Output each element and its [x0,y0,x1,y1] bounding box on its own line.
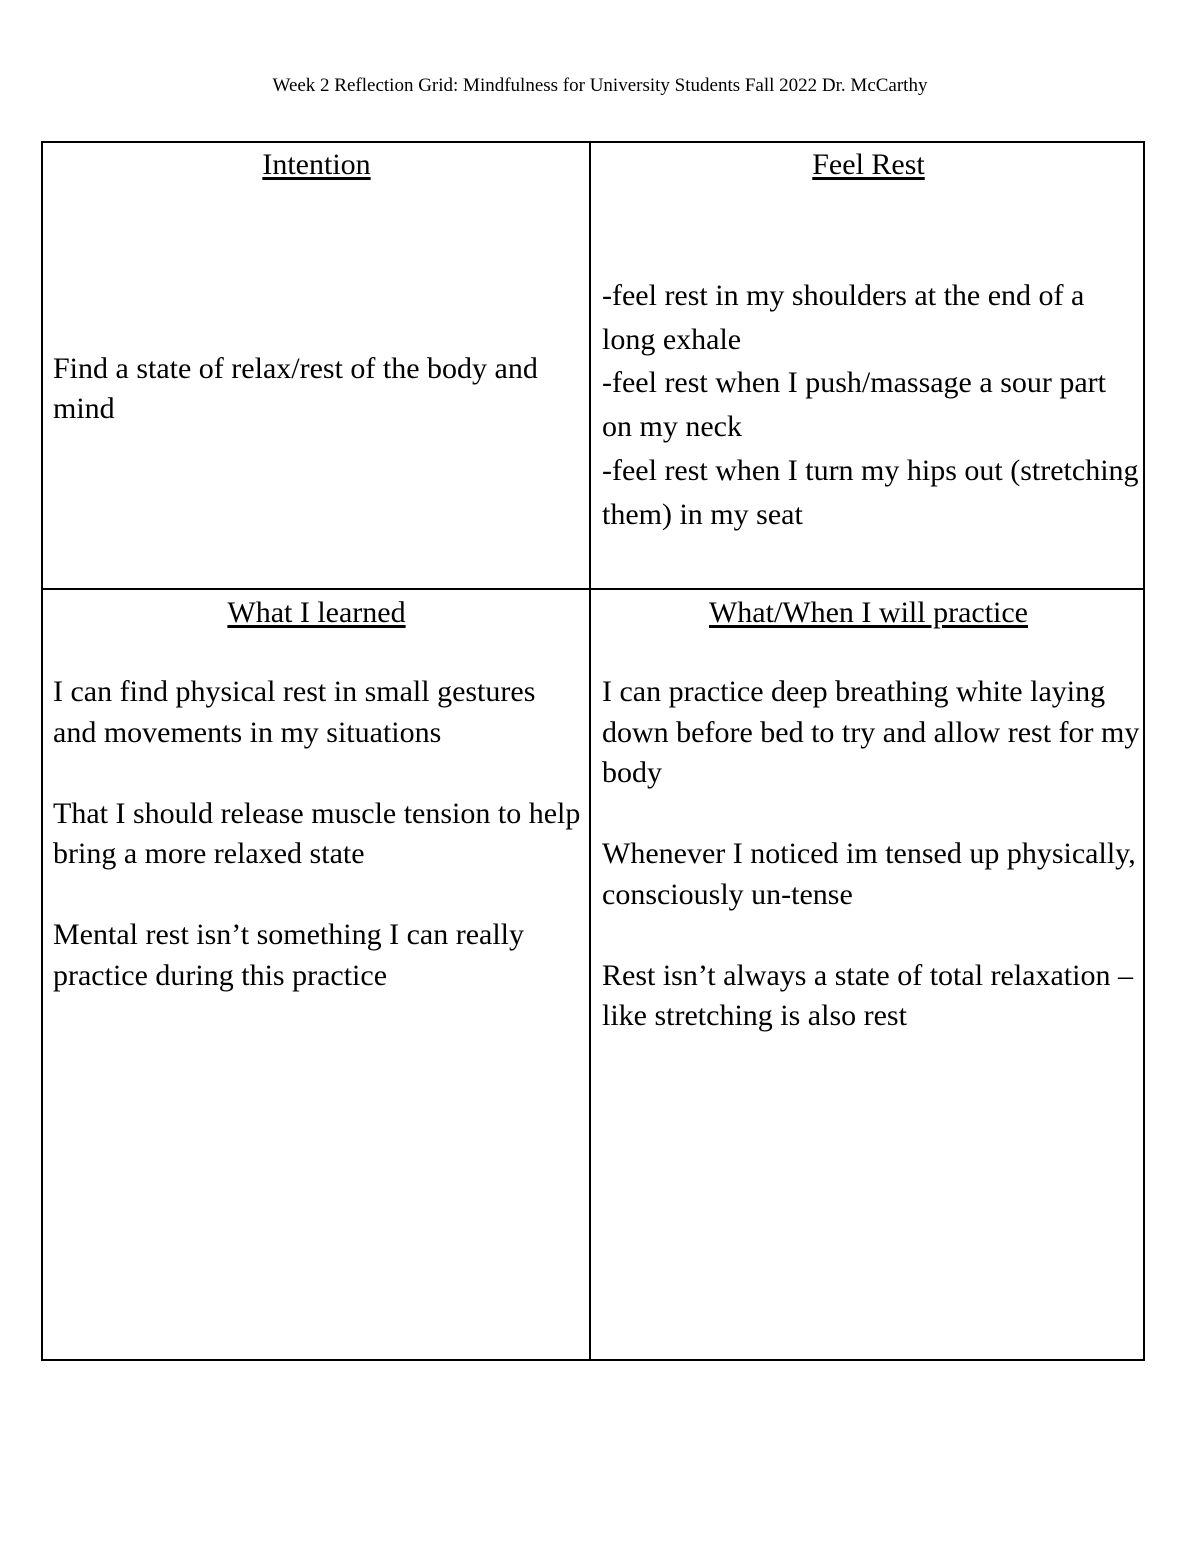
intention-cell [43,143,590,589]
feel-rest-heading: Feel Rest [812,148,925,181]
intention-heading: Intention [262,148,371,181]
learned-paragraph: Mental rest isn’t something I can really practice during this practice [53,918,524,992]
learned-paragraph: That I should release muscle tension to help bring a more relaxed state [53,796,581,870]
what-when-practice-heading: What/When I will practice [708,596,1028,629]
practice-paragraph: I can practice deep breathing white laying down before bed to try and allow rest for my body [602,675,1140,789]
feel-rest-item: -feel rest when I push/massage a sour part on my neck [602,366,1106,444]
what-when-practice-cell [592,591,1145,1359]
feel-rest-item: -feel rest when I turn my hips out (stretching them) in my seat [602,453,1139,531]
intention-text: Find a state of relax/rest of the body and mind [53,352,538,425]
practice-paragraph: Rest isn’t always a state of total relaxation – like stretching is also rest [602,958,1133,1032]
learned-paragraph: I can find physical rest in small gestures and movements in my situations [53,675,536,749]
what-i-learned-text [53,672,586,1037]
feel-rest-list [602,274,1139,536]
what-i-learned-cell [43,591,590,1359]
practice-paragraph: Whenever I noticed im tensed up physically, consciously un-tense [602,837,1136,911]
reflection-grid [41,141,1145,1361]
page-header: Week 2 Reflection Grid: Mindfulness for University Students Fall 2022 Dr. McCarthy [272,75,928,96]
feel-rest-item: -feel rest in my shoulders at the end of a long exhale [602,279,1085,356]
what-i-learned-heading: What I learned [227,596,406,629]
feel-rest-cell [592,143,1145,589]
what-when-practice-text [602,672,1141,1077]
